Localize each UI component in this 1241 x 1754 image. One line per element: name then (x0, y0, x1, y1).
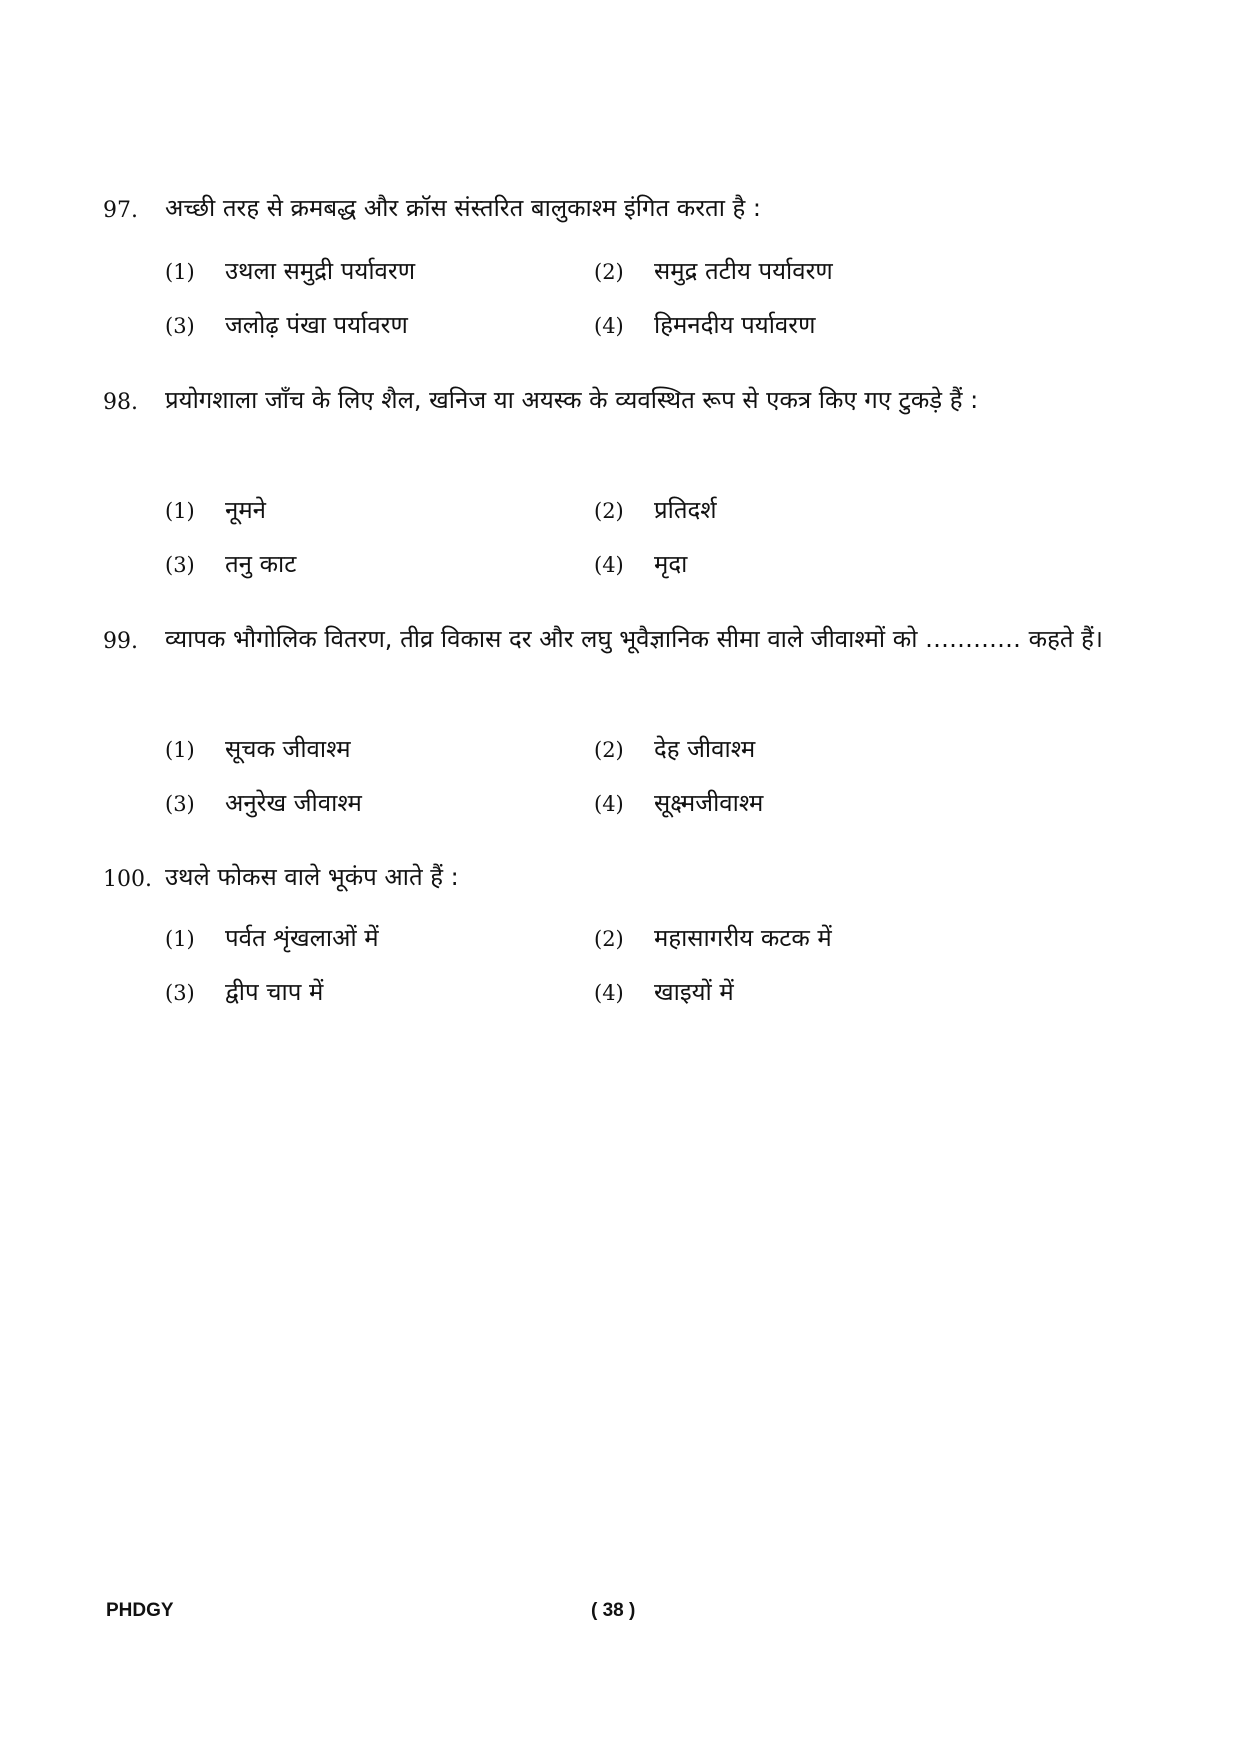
option (594, 307, 815, 344)
option-text: जलोढ़ पंखा पर्यावरण (225, 311, 408, 339)
option-number: (3) (165, 553, 195, 577)
option-number: (2) (594, 738, 624, 762)
option-number: (1) (165, 499, 195, 523)
question-number: 98. (103, 390, 138, 415)
option-text: सूचक जीवाश्म (225, 735, 351, 763)
option-text: अनुरेख जीवाश्म (225, 789, 362, 817)
option-number: (4) (594, 553, 624, 577)
option (165, 785, 362, 822)
paper-code: PHDGY (106, 1600, 174, 1621)
question-text: व्यापक भौगोलिक वितरण, तीव्र विकास दर और लघु भूवैज्ञानिक सीमा वाले जीवाश्मों को ………… कहते हैं। (165, 625, 1103, 653)
option-number: (2) (594, 927, 624, 951)
option-text: नूमने (225, 496, 266, 524)
question-number: 97. (103, 198, 138, 223)
option (165, 731, 351, 768)
option-number: (4) (594, 314, 624, 338)
option (594, 546, 687, 583)
option (165, 920, 379, 957)
option (594, 974, 734, 1011)
question-text: उथले फोकस वाले भूकंप आते हैं : (165, 863, 459, 891)
option-text: महासागरीय कटक में (654, 924, 832, 952)
option (165, 546, 296, 583)
option (594, 253, 833, 290)
option-text: उथला समुद्री पर्यावरण (225, 257, 416, 285)
option-number: (1) (165, 738, 195, 762)
option (594, 785, 763, 822)
option-text: मृदा (654, 550, 688, 578)
option (165, 974, 323, 1011)
option-number: (2) (594, 499, 624, 523)
option-number: (1) (165, 260, 195, 284)
option-number: (4) (594, 792, 624, 816)
question-number: 99. (103, 629, 138, 654)
option-text: हिमनदीय पर्यावरण (654, 311, 816, 339)
option (165, 492, 266, 529)
option (165, 307, 408, 344)
question-text: अच्छी तरह से क्रमबद्ध और क्रॉस संस्तरित बालुकाश्म इंगित करता है : (165, 194, 762, 222)
option (594, 731, 755, 768)
option-number: (1) (165, 927, 195, 951)
option (594, 920, 832, 957)
option (165, 253, 415, 290)
option-number: (3) (165, 981, 195, 1005)
option-text: पर्वत शृंखलाओं में (225, 924, 379, 952)
page-number: ( 38 ) (591, 1600, 636, 1621)
option-number: (4) (594, 981, 624, 1005)
option-text: सूक्ष्मजीवाश्म (654, 789, 764, 817)
question-text: प्रयोगशाला जाँच के लिए शैल, खनिज या अयस्क के व्यवस्थित रूप से एकत्र किए गए टुकड़े हैं : (165, 386, 979, 414)
option-number: (3) (165, 792, 195, 816)
option-text: द्वीप चाप में (225, 978, 324, 1006)
question-number: 100. (103, 867, 152, 892)
option-text: तनु काट (225, 550, 297, 578)
option-text: खाइयों में (654, 978, 734, 1006)
option-text: प्रतिदर्श (654, 496, 717, 524)
option-text: देह जीवाश्म (654, 735, 756, 763)
option-number: (3) (165, 314, 195, 338)
option (594, 492, 717, 529)
option-text: समुद्र तटीय पर्यावरण (654, 257, 833, 285)
option-number: (2) (594, 260, 624, 284)
